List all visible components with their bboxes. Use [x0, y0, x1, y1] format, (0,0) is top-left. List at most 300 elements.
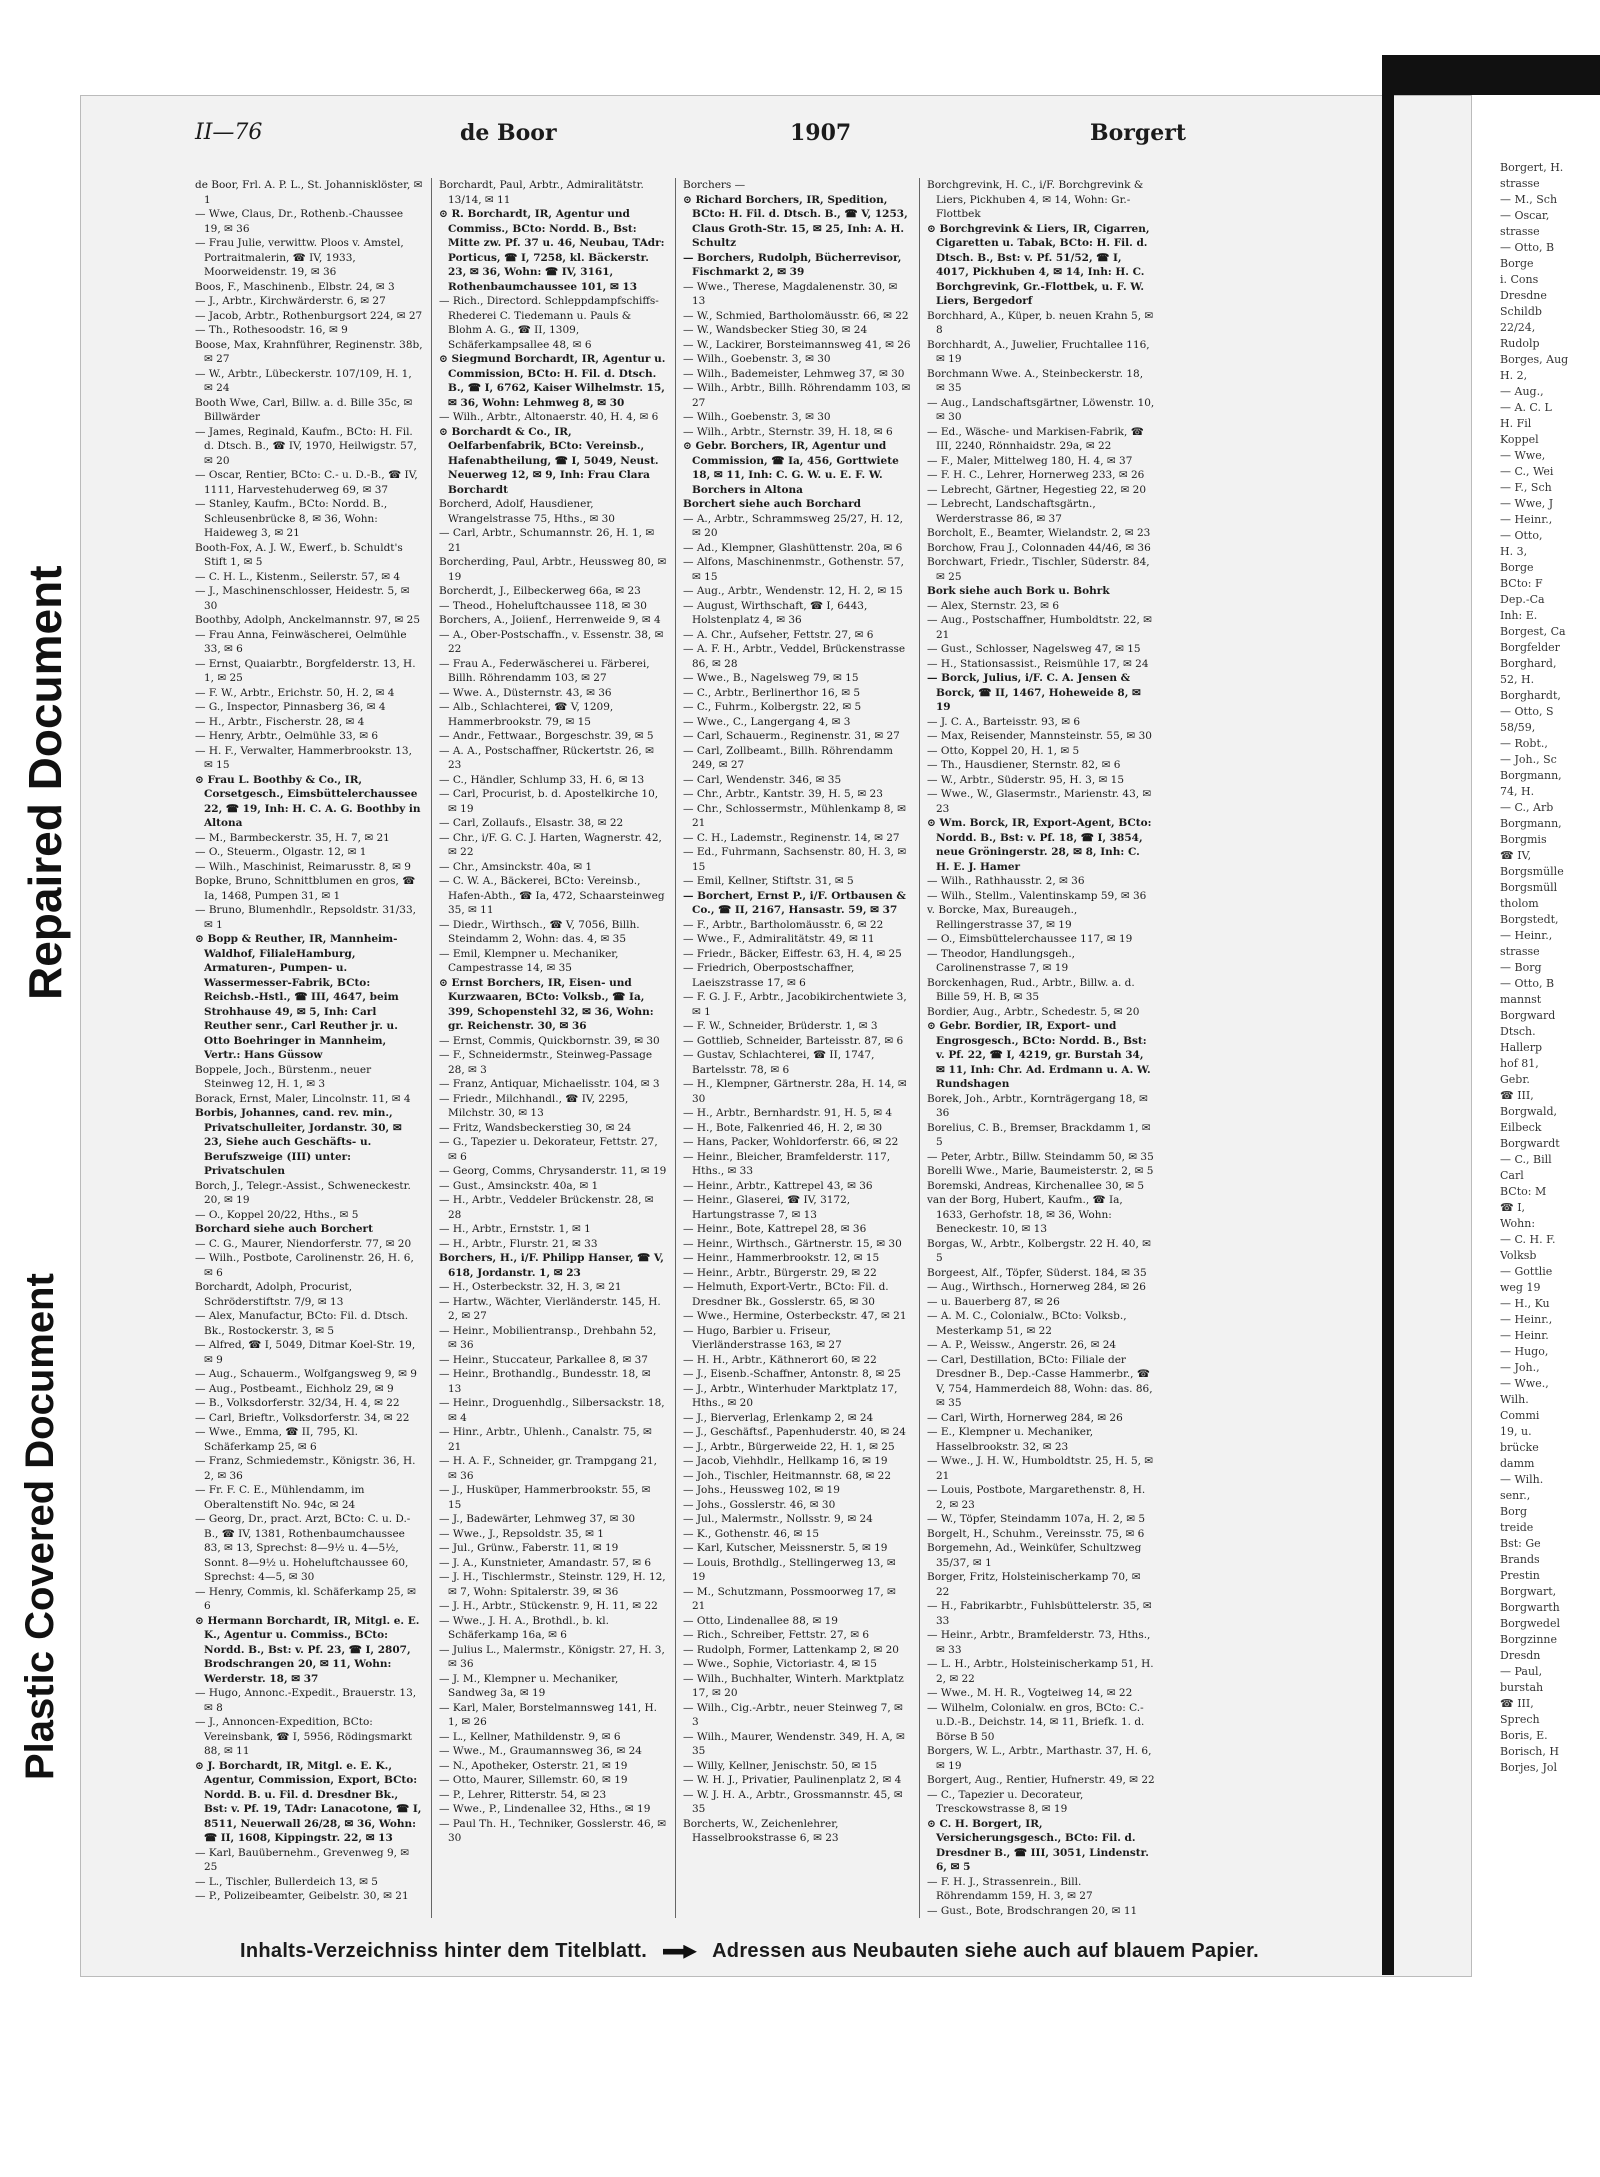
directory-entry: — H., Bote, Falkenried 46, H. 2, ✉ 30	[683, 1121, 883, 1134]
directory-entry: — O., Eimsbüttelerchaussee 117, ✉ 19	[927, 933, 1133, 945]
directory-entry: — Louis, Postbote, Margarethenstr. 8, H. 2, ✉ 23	[927, 1484, 1146, 1511]
directory-entry: — Th., Rothesoodstr. 16, ✉ 9	[195, 324, 348, 336]
directory-entry: — Friedr., Milchhandl., ☎ IV, 2295, Milchstr. 30, ✉ 13	[439, 1092, 629, 1119]
directory-entry: — Jacob, Viehhdlr., Hellkamp 16, ✉ 19	[683, 1455, 888, 1467]
directory-entry: — Aug., Wirthsch., Hornerweg 284, ✉ 26	[927, 1281, 1146, 1293]
directory-entry: — C. H. L., Kistenm., Seilerstr. 57, ✉ 4	[195, 570, 401, 583]
directory-entry: v. Borcke, Max, Bureaugeh., Rellingerstrasse 37, ✉ 19	[927, 904, 1078, 931]
directory-entry: — Wwe., Emma, ☎ II, 795, Kl. Schäferkamp 25, ✉ 6	[195, 1426, 359, 1453]
neighbor-line: — Heinr.	[1500, 1329, 1549, 1342]
neighbor-line: mannst	[1500, 993, 1542, 1006]
neighbor-line: Borgwedel	[1500, 1617, 1561, 1630]
directory-entry: Borchers —	[683, 179, 746, 191]
neighbor-line: — C., Wei	[1500, 465, 1554, 478]
neighbor-line: — Otto, B	[1500, 241, 1555, 254]
directory-entry: Boose, Max, Krahnführer, Reginenstr. 38b, ✉ 27	[195, 338, 423, 365]
directory-entry: — W., Töpfer, Steindamm 107a, H. 2, ✉ 5	[927, 1513, 1146, 1525]
directory-entry: — Th., Hausdiener, Sternstr. 82, ✉ 6	[927, 759, 1121, 771]
directory-entry: Borchmann Wwe. A., Steinbeckerstr. 18, ✉ 35	[927, 367, 1144, 394]
neighbor-line: Borgstedt,	[1500, 913, 1559, 926]
column-divider	[675, 178, 676, 1918]
directory-entry: — J., Badewärter, Lehmweg 37, ✉ 30	[439, 1513, 636, 1525]
neighbor-line: — C. H. F.	[1500, 1233, 1556, 1246]
neighbor-line: Borgmann,	[1500, 817, 1562, 830]
directory-entry: — F., Maler, Mittelweg 180, H. 4, ✉ 37	[927, 454, 1133, 467]
directory-entry: — Heinr., Droguenhdlg., Silbersackstr. 18, ✉ 4	[439, 1397, 665, 1424]
directory-entry: — E., Klempner u. Mechaniker, Hasselbrookstr. 32, ✉ 23	[927, 1426, 1094, 1453]
directory-entry: Borbis, Johannes, cand. rev. min., Privatschulleiter, Jordanstr. 30, ✉ 23, Siehe auch Geschäfts- u. Berufszweige (III) unter: Privatschulen	[195, 1107, 402, 1177]
neighbor-line: Borgwardt	[1500, 1137, 1560, 1150]
neighbor-line: ☎ IV,	[1500, 849, 1532, 862]
neighbor-line: — Hugo,	[1500, 1345, 1549, 1358]
directory-entry: — F. H. J., Strassenrein., Bill. Röhrendamm 159, H. 3, ✉ 27	[927, 1875, 1093, 1902]
side-banner	[0, 0, 71, 2177]
directory-entry: — Heinr., Arbtr., Kattrepel 43, ✉ 36	[683, 1179, 873, 1192]
directory-entry: Borcherding, Paul, Arbtr., Heussweg 80, ✉ 19	[439, 556, 667, 583]
directory-entry: ⊙ Siegmund Borchardt, IR, Agentur u. Commission, BCto: H. Fil. d. Dtsch. B., ☎ I, 6762, Kaiser Wilhelmstr. 15, ✉ 36, Wohn: Lehmweg 8, ✉ 30	[439, 353, 666, 409]
directory-entry: Bork siehe auch Bork u. Bohrk	[927, 585, 1110, 597]
directory-entry: — Stanley, Kaufm., BCto: Nordd. B., Schleusenbrücke 8, ✉ 36, Wohn: Haideweg 3, ✉ 21	[195, 498, 388, 539]
directory-entry: Borgers, W. L., Arbtr., Marthastr. 37, H. 6, ✉ 19	[927, 1745, 1152, 1772]
directory-entry: — Wwe. A., Düsternstr. 43, ✉ 36	[439, 686, 612, 699]
neighbor-line: — Wilh.	[1500, 1473, 1544, 1486]
directory-entry: — Peter, Arbtr., Billw. Steindamm 50, ✉ 35	[927, 1150, 1154, 1163]
neighbor-line: — Paul,	[1500, 1665, 1543, 1678]
directory-entry: Borchhard, A., Küper, b. neuen Krahn 5, ✉ 8	[927, 309, 1154, 336]
directory-entry: — Aug., Postbeamt., Eichholz 29, ✉ 9	[195, 1382, 394, 1395]
directory-entry: — Diedr., Wirthsch., ☎ V, 7056, Billh. Steindamm 2, Wohn: das. 4, ✉ 35	[439, 918, 640, 945]
directory-entry: ⊙ R. Borchardt, IR, Agentur und Commiss., BCto: Nordd. B., Bst: Mitte zw. Pf. 37 u. 46, Neubau, TAdr: Porticus, ☎ I, 7258, kl. Bäckerstr. 23, ✉ 36, Wohn: ☎ IV, 3161, Rothenbaumchaussee 101, ✉ 13	[439, 208, 665, 293]
neighbor-line: — Heinr.,	[1500, 1313, 1553, 1326]
neighbor-line: ☎ III,	[1500, 1697, 1534, 1710]
column-3	[683, 178, 911, 1918]
directory-entry: — Henry, Commis, kl. Schäferkamp 25, ✉ 6	[195, 1585, 416, 1612]
directory-entry: — Wwe., M. H. R., Vogteiweg 14, ✉ 22	[927, 1687, 1133, 1699]
directory-entry: — L. H., Arbtr., Holsteinischerkamp 51, H. 2, ✉ 22	[927, 1658, 1154, 1685]
directory-entry: — H., Klempner, Gärtnerstr. 28a, H. 14, ✉ 30	[683, 1078, 907, 1105]
directory-entry: — W., Schmied, Bartholomäusstr. 66, ✉ 22	[683, 309, 909, 322]
directory-entry: Borchwart, Friedr., Tischler, Süderstr. 84, ✉ 25	[927, 556, 1150, 583]
neighbor-line: tholom	[1500, 897, 1539, 910]
directory-entry: — H., Arbtr., Fischerstr. 28, ✉ 4	[195, 715, 365, 728]
neighbor-line: — Otto, B	[1500, 977, 1555, 990]
directory-entry: — Franz, Schmiedemstr., Königstr. 36, H. 2, ✉ 36	[195, 1455, 416, 1482]
neighbor-line: strasse	[1500, 945, 1540, 958]
directory-entry: — J. A., Kunstnieter, Amandastr. 57, ✉ 6	[439, 1556, 652, 1569]
directory-entry: Bopke, Bruno, Schnittblumen en gros, ☎ Ia, 1468, Pumpen 31, ✉ 1	[195, 875, 416, 902]
directory-entry: ⊙ Borchgrevink & Liers, IR, Cigarren, Cigaretten u. Tabak, BCto: H. Fil. d. Dtsch. B., Bst: v. Pf. 51/52, ☎ I, 4017, Pickhuben 4, ✉ 14, Inh: H. C. Borchgrevink, Gr.-Flottbek, u. F. W. Liers, Bergedorf	[927, 222, 1150, 307]
directory-entry: — Theodor, Handlungsgeh., Carolinenstrasse 7, ✉ 19	[927, 947, 1075, 974]
directory-entry: Boos, F., Maschinenb., Elbstr. 24, ✉ 3	[195, 280, 395, 293]
directory-entry: — Andr., Fettwaar., Borgeschstr. 39, ✉ 5	[439, 730, 654, 742]
neighbor-line: 74, H.	[1500, 785, 1535, 798]
directory-entry: — M., Barmbeckerstr. 35, H. 7, ✉ 21	[195, 831, 390, 844]
directory-entry: — Ed., Fuhrmann, Sachsenstr. 80, H. 3, ✉ 15	[683, 846, 907, 873]
directory-entry: — Wilh., Arbtr., Altonaerstr. 40, H. 4, ✉ 6	[439, 411, 659, 423]
directory-entry: — Hugo, Annonc.-Expedit., Brauerstr. 13, ✉ 8	[195, 1687, 417, 1714]
directory-entry: — Carl, Destillation, BCto: Filiale der Dresdner B., Dep.-Casse Hammerbr., ☎ V, 754, Hammerdeich 88, Wohn: das. 86, ✉ 35	[927, 1353, 1153, 1409]
directory-entry: Boppele, Joch., Bürstenm., neuer Steinweg 12, H. 1, ✉ 3	[195, 1063, 372, 1090]
directory-entry: ⊙ Richard Borchers, IR, Spedition, BCto: H. Fil. d. Dtsch. B., ☎ V, 1253, Claus Groth-Str. 15, ✉ 25, Inh: A. H. Schultz	[683, 193, 908, 249]
directory-entry: Borchgrevink, H. C., i/F. Borchgrevink & Liers, Pickhuben 4, ✉ 14, Wohn: Gr.-Flottbek	[927, 179, 1144, 220]
directory-entry: — F. W., Schneider, Brüderstr. 1, ✉ 3	[683, 1020, 878, 1032]
neighbor-line: Dep.-Ca	[1500, 593, 1545, 606]
neighbor-line: Eilbeck	[1500, 1121, 1542, 1134]
directory-entry: — Wwe, Claus, Dr., Rothenb.-Chaussee 19, ✉ 36	[195, 208, 404, 235]
directory-entry: — Wwe., Sophie, Victoriastr. 4, ✉ 15	[683, 1658, 877, 1670]
directory-entry: — Johs., Gosslerstr. 46, ✉ 30	[683, 1498, 836, 1511]
directory-entry: — Heinr., Wirthsch., Gärtnerstr. 15, ✉ 30	[683, 1237, 902, 1250]
directory-entry: — G., Inspector, Pinnasberg 36, ✉ 4	[195, 701, 386, 713]
directory-entry: — Wwe., C., Langergang 4, ✉ 3	[683, 715, 851, 728]
neighbor-line: Borgest, Ca	[1500, 625, 1566, 638]
directory-entry: — F. W., Arbtr., Erichstr. 50, H. 2, ✉ 4	[195, 686, 395, 699]
directory-entry: — J., Husküper, Hammerbrookstr. 55, ✉ 15	[439, 1484, 651, 1511]
neighbor-line: — H., Ku	[1500, 1297, 1550, 1310]
directory-entry: — H., Arbtr., Bernhardstr. 91, H. 5, ✉ 4	[683, 1107, 893, 1119]
directory-entry: — Carl, Wendenstr. 346, ✉ 35	[683, 773, 842, 786]
directory-entry: — Borchert, Ernst P., i/F. Ortbausen & Co., ☎ II, 2167, Hansastr. 59, ✉ 37	[683, 889, 906, 916]
directory-entry: — H. H., Arbtr., Käthnerort 60, ✉ 22	[683, 1353, 877, 1366]
directory-entry: — Fr. F. C. E., Mühlendamm, im Oberaltenstift No. 94c, ✉ 24	[195, 1484, 365, 1511]
directory-entry: — Alex, Manufactur, BCto: Fil. d. Dtsch. Bk., Rostockerstr. 3, ✉ 5	[195, 1310, 409, 1337]
neighbor-line: — C., Arb	[1500, 801, 1554, 814]
neighbor-line: Koppel	[1500, 433, 1539, 446]
directory-entry: — H. A. F., Schneider, gr. Trampgang 21, ✉ 36	[439, 1455, 657, 1482]
directory-entry: — Borck, Julius, i/F. C. A. Jensen & Borck, ☎ II, 1467, Hoheweide 8, ✉ 19	[927, 672, 1141, 713]
directory-entry: — Helmuth, Export-Vertr., BCto: Fil. d. Dresdner Bk., Gosslerstr. 65, ✉ 30	[683, 1281, 889, 1308]
directory-entry: — Wwe., B., Nagelsweg 79, ✉ 15	[683, 672, 859, 684]
directory-entry: — Willy, Kellner, Jenischstr. 50, ✉ 15	[683, 1759, 877, 1772]
neighbor-line: Borghard,	[1500, 657, 1557, 670]
neighbor-line: Bst: Ge	[1500, 1537, 1541, 1550]
directory-entry: — W., Lackirer, Borsteimannsweg 41, ✉ 26	[683, 338, 911, 351]
directory-entry: — Karl, Kutscher, Meissnerstr. 5, ✉ 19	[683, 1542, 888, 1554]
neighbor-line: Borgsmülle	[1500, 865, 1564, 878]
directory-entry: Borger, Fritz, Holsteinischerkamp 70, ✉ 22	[927, 1571, 1141, 1598]
directory-entry: — Wilh., Buchhalter, Winterh. Marktplatz 17, ✉ 20	[683, 1672, 904, 1699]
directory-entry: ⊙ Hermann Borchardt, IR, Mitgl. e. E. K., Agentur u. Commiss., BCto: Nordd. B., Bst: v. Pf. 23, ☎ I, 2807, Brodschrangen 20, ✉ 11, Wohn: Werderstr. 18, ✉ 37	[195, 1614, 420, 1685]
directory-entry: — Wilh., Bademeister, Lehmweg 37, ✉ 30	[683, 367, 905, 380]
directory-entry: — A., Arbtr., Schrammsweg 25/27, H. 12, ✉ 20	[683, 512, 903, 539]
neighbor-line: — M., Sch	[1500, 193, 1558, 206]
directory-entry: — Georg, Dr., pract. Arzt, BCto: C. u. D.-B., ☎ IV, 1381, Rothenbaumchaussee 83, ✉ 13, Sprechst: 8—9½ u. 4—5½, Sonnt. 8—9½ u. Hoheluftchaussee 60, Sprechst: 4—5, ✉ 30	[195, 1513, 411, 1583]
neighbor-line: — Otto,	[1500, 529, 1543, 542]
directory-entry: — Hugo, Barbier u. Friseur, Vierländerstrasse 163, ✉ 27	[683, 1324, 842, 1351]
directory-entry: — Wwe., P., Lindenallee 32, Hths., ✉ 19	[439, 1803, 651, 1815]
directory-entry: — August, Wirthschaft, ☎ I, 6443, Holstenplatz 4, ✉ 36	[683, 599, 868, 626]
directory-entry: — J., Arbtr., Bürgerweide 22, H. 1, ✉ 25	[683, 1440, 895, 1453]
directory-entry: — Wilh., Goebenstr. 3, ✉ 30	[683, 353, 831, 365]
directory-entry: — Otto, Maurer, Sillemstr. 60, ✉ 19	[439, 1774, 628, 1786]
directory-entry: Borack, Ernst, Maler, Lincolnstr. 11, ✉ 4	[195, 1092, 411, 1105]
neighbor-line: Borgert, H.	[1500, 161, 1564, 174]
directory-entry: Borcherdt, J., Eilbeckerweg 66a, ✉ 23	[439, 585, 641, 597]
directory-entry: — Carl, Arbtr., Schumannstr. 26, H. 1, ✉ 21	[439, 527, 655, 554]
directory-columns	[195, 178, 1385, 1918]
directory-entry: — J., Bierverlag, Erlenkamp 2, ✉ 24	[683, 1411, 874, 1424]
directory-entry: — Franz, Antiquar, Michaelisstr. 104, ✉ 3	[439, 1078, 660, 1090]
directory-entry: — Hinr., Arbtr., Uhlenh., Canalstr. 75, ✉ 21	[439, 1426, 652, 1453]
neighbor-line: — Robt.,	[1500, 737, 1548, 750]
neighbor-line: H. 2,	[1500, 369, 1528, 382]
neighbor-line: BCto: M	[1500, 1185, 1547, 1198]
directory-entry: — N., Apotheker, Osterstr. 21, ✉ 19	[439, 1759, 628, 1772]
neighbor-line: Rudolp	[1500, 337, 1540, 350]
directory-entry: ⊙ Frau L. Boothby & Co., IR, Corsetgesch., Eimsbüttelerchaussee 22, ☎ 19, Inh: H. C. A. G. Boothby in Altona	[195, 773, 421, 829]
neighbor-line: Borg	[1500, 1505, 1528, 1518]
directory-entry: — Alb., Schlachterei, ☎ V, 1209, Hammerbrookstr. 79, ✉ 15	[439, 701, 614, 728]
neighbor-line: Inh: E.	[1500, 609, 1538, 622]
directory-entry: — Rich., Schreiber, Fettstr. 27, ✉ 6	[683, 1629, 870, 1641]
neighbor-line: 22/24,	[1500, 321, 1536, 334]
directory-entry: — Heinr., Bleicher, Bramfelderstr. 117, Hths., ✉ 33	[683, 1150, 891, 1177]
directory-entry: — Wilh., Maurer, Wendenstr. 349, H. A, ✉ 35	[683, 1730, 905, 1757]
neighbor-line: Dresdn	[1500, 1649, 1541, 1662]
directory-entry: — Emil, Klempner u. Mechaniker, Campestrasse 14, ✉ 35	[439, 947, 619, 974]
directory-entry: — G., Tapezier u. Dekorateur, Fettstr. 27, ✉ 6	[439, 1136, 658, 1163]
neighbor-line: Dresdne	[1500, 289, 1547, 302]
directory-entry: Borch, J., Telegr.-Assist., Schweneckestr. 20, ✉ 19	[195, 1179, 411, 1206]
directory-entry: — Wilh., Postbote, Carolinenstr. 26, H. 6, ✉ 6	[195, 1252, 414, 1279]
neighbor-line: Brands	[1500, 1553, 1540, 1566]
directory-entry: — Wwe., J., Repsoldstr. 35, ✉ 1	[439, 1527, 604, 1540]
neighbor-line: hof 81,	[1500, 1057, 1539, 1070]
neighbor-page-edge	[1500, 160, 1600, 1920]
directory-entry: — Wwe., J. H. A., Brothdl., b. kl. Schäferkamp 16a, ✉ 6	[439, 1614, 609, 1641]
directory-entry: — F. H. C., Lehrer, Hornerweg 233, ✉ 26	[927, 469, 1145, 481]
neighbor-line: Carl	[1500, 1169, 1524, 1182]
directory-entry: — Carl, Wirth, Hornerweg 284, ✉ 26	[927, 1411, 1123, 1424]
directory-entry: — Rich., Directord. Schleppdampfschiffs-Rhederei C. Tiedemann u. Pauls & Blohm A. G., ☎ II, 1309, Schäferkampsallee 48, ✉ 6	[439, 295, 659, 351]
directory-entry: — Friedr., Bäcker, Eiffestr. 63, H. 4, ✉ 25	[683, 947, 902, 960]
directory-entry: — Wilh., Goebenstr. 3, ✉ 30	[683, 411, 831, 423]
directory-entry: — Wwe., M., Graumannsweg 36, ✉ 24	[439, 1745, 642, 1757]
directory-entry: — Wwe., Therese, Magdalenenstr. 30, ✉ 13	[683, 280, 898, 307]
directory-entry: ⊙ Gebr. Borchers, IR, Agentur und Commission, ☎ Ia, 456, Gorttwiete 18, ✉ 11, Inh: C. G. W. u. E. F. W. Borchers in Altona	[683, 440, 899, 496]
directory-entry: — C., Arbtr., Berlinerthor 16, ✉ 5	[683, 686, 861, 699]
neighbor-line: Borgzinne	[1500, 1633, 1557, 1646]
directory-entry: — C. G., Maurer, Niendorferstr. 77, ✉ 20	[195, 1237, 412, 1250]
directory-entry: — Wilhelm, Colonialw. en gros, BCto: C.-u.D.-B., Deichstr. 14, ✉ 11, Briefk. 1. d. Börse B 50	[927, 1701, 1145, 1743]
neighbor-line: — Gottlie	[1500, 1265, 1553, 1278]
directory-entry: de Boor, Frl. A. P. L., St. Johannisklöster, ✉ 1	[195, 179, 423, 206]
directory-entry: — J., Geschäftsf., Papenhuderstr. 40, ✉ 24	[683, 1426, 906, 1438]
directory-entry: — P., Polizeibeamter, Geibelstr. 30, ✉ 21	[195, 1890, 409, 1902]
directory-entry: Borgemehn, Ad., Weinküfer, Schultzweg 35/37, ✉ 1	[927, 1542, 1142, 1569]
directory-entry: — Carl, Zollbeamt., Billh. Röhrendamm 249, ✉ 27	[683, 744, 894, 771]
directory-entry: — H., Fabrikarbtr., Fuhlsbüttelerstr. 35, ✉ 33	[927, 1600, 1152, 1627]
directory-entry: — W., Arbtr., Süderstr. 95, H. 3, ✉ 15	[927, 773, 1125, 786]
directory-entry: — Gust., Bote, Brodschrangen 20, ✉ 11	[927, 1904, 1138, 1917]
neighbor-line: — Heinr.,	[1500, 513, 1553, 526]
neighbor-line: — Borg	[1500, 961, 1542, 974]
directory-entry: — Frau Julie, verwittw. Ploos v. Amstel, Portraitmalerin, ☎ IV, 1933, Moorweidenstr. 19, ✉ 36	[195, 237, 404, 278]
column-4	[927, 178, 1155, 1918]
directory-entry: — A. Chr., Aufseher, Fettstr. 27, ✉ 6	[683, 628, 874, 641]
neighbor-line: Wilh.	[1500, 1393, 1529, 1406]
directory-entry: — Alfons, Maschinenmstr., Gothenstr. 57, ✉ 15	[683, 556, 904, 583]
neighbor-line: Borgwarth	[1500, 1601, 1560, 1614]
directory-entry: — Ernst, Quaiarbtr., Borgfelderstr. 13, H. 1, ✉ 25	[195, 657, 416, 684]
directory-entry: — Carl, Zollaufs., Elsastr. 38, ✉ 22	[439, 817, 624, 829]
directory-entry: — J. H., Arbtr., Stückenstr. 9, H. 11, ✉ 22	[439, 1600, 658, 1612]
column-1	[195, 178, 423, 1918]
directory-entry: — W., Wandsbecker Stieg 30, ✉ 24	[683, 324, 868, 336]
neighbor-line: 58/59,	[1500, 721, 1536, 734]
neighbor-line: H. Fil	[1500, 417, 1532, 430]
directory-entry: — James, Reginald, Kaufm., BCto: H. Fil. d. Dtsch. B., ☎ IV, 1970, Heilwigstr. 57, ✉ 20	[195, 425, 417, 467]
directory-entry: — Borchers, Rudolph, Bücherrevisor, Fischmarkt 2, ✉ 39	[683, 251, 902, 278]
directory-entry: — Frau Anna, Feinwäscherei, Oelmühle 33, ✉ 6	[195, 628, 407, 655]
directory-entry: ⊙ Borchardt & Co., IR, Oelfarbenfabrik, BCto: Vereinsb., Hafenabtheilung, ☎ I, 5049, Neust. Neuerweg 12, ✉ 9, Inh: Frau Clara Borchardt	[439, 425, 659, 496]
neighbor-line: Gebr.	[1500, 1073, 1530, 1086]
directory-entry: — Carl, Procurist, b. d. Apostelkirche 10, ✉ 19	[439, 788, 659, 815]
directory-entry: — F. G. J. F., Arbtr., Jacobikirchentwiete 3, ✉ 1	[683, 991, 907, 1018]
directory-entry: — Heinr., Arbtr., Bramfelderstr. 73, Hths., ✉ 33	[927, 1629, 1151, 1656]
directory-entry: — F., Arbtr., Bartholomäusstr. 6, ✉ 22	[683, 918, 884, 931]
directory-entry: — Gottlieb, Schneider, Barteisstr. 87, ✉ 6	[683, 1034, 904, 1047]
neighbor-line: — Joh.,	[1500, 1361, 1540, 1374]
directory-entry: Borcherts, W., Zeichenlehrer, Hasselbrookstrasse 6, ✉ 23	[683, 1817, 839, 1844]
directory-entry: — J. M., Klempner u. Mechaniker, Sandweg 3a, ✉ 19	[439, 1672, 619, 1699]
directory-entry: — H. F., Verwalter, Hammerbrookstr. 13, ✉ 15	[195, 744, 412, 771]
directory-entry: — J., Arbtr., Kirchwärderstr. 6, ✉ 27	[195, 295, 386, 307]
directory-entry: — Georg, Comms, Chrysanderstr. 11, ✉ 19	[439, 1165, 667, 1177]
neighbor-line: brücke	[1500, 1441, 1539, 1454]
neighbor-line: Prestin	[1500, 1569, 1540, 1582]
directory-entry: Borchers, A., Joiienf., Herrenweide 9, ✉ 4	[439, 614, 661, 626]
directory-entry: — H., Arbtr., Flurstr. 21, ✉ 33	[439, 1237, 598, 1250]
column-divider	[919, 178, 920, 1918]
directory-entry: Borgas, W., Arbtr., Kolbergstr. 22 H. 40, ✉ 5	[927, 1237, 1151, 1264]
neighbor-line: — A. C. L	[1500, 401, 1552, 414]
directory-entry: — Aug., Landschaftsgärtner, Löwenstr. 10, ✉ 30	[927, 396, 1155, 423]
directory-entry: — M., Schutzmann, Possmoorweg 17, ✉ 21	[683, 1585, 896, 1612]
footer-new-buildings-note: Adressen aus Neubauten siehe auch auf blauem Papier.	[712, 1940, 1259, 1962]
neighbor-line: — Otto, S	[1500, 705, 1554, 718]
neighbor-line: Sprech	[1500, 1713, 1540, 1726]
directory-entry: — J., Maschinenschlosser, Heidestr. 5, ✉ 30	[195, 585, 410, 612]
directory-entry: ⊙ C. H. Borgert, IR, Versicherungsgesch., BCto: Fil. d. Dresdner B., ☎ III, 3051, Lindenstr. 6, ✉ 5	[927, 1817, 1149, 1873]
neighbor-line: Boris, E.	[1500, 1729, 1548, 1742]
directory-entry: — Frau A., Federwäscherei u. Färberei, Billh. Röhrendamm 103, ✉ 27	[439, 657, 650, 684]
page-number: II—76	[195, 120, 263, 145]
neighbor-line: BCto: F	[1500, 577, 1543, 590]
directory-entry: — Wilh., Arbtr., Billh. Röhrendamm 103, ✉ 27	[683, 382, 911, 409]
neighbor-line: — F., Sch	[1500, 481, 1552, 494]
neighbor-line: Borgwald,	[1500, 1105, 1558, 1118]
neighbor-line: Borgfelder	[1500, 641, 1560, 654]
directory-entry: — Ed., Wäsche- und Markisen-Fabrik, ☎ III, 2240, Rönnhaidstr. 29a, ✉ 22	[927, 425, 1144, 452]
directory-entry: — Alfred, ☎ I, 5049, Ditmar Koel-Str. 19, ✉ 9	[195, 1339, 416, 1366]
neighbor-line: — Wwe.,	[1500, 1377, 1549, 1390]
directory-entry: — Carl, Brieftr., Volksdorferstr. 34, ✉ 22	[195, 1411, 410, 1424]
neighbor-line: Borge	[1500, 257, 1534, 270]
directory-entry: — Friedrich, Oberpostschaffner, Laeiszstrasse 17, ✉ 6	[683, 962, 855, 989]
directory-entry: — H., Osterbeckstr. 32, H. 3, ✉ 21	[439, 1281, 622, 1293]
neighbor-line: Borgward	[1500, 1009, 1556, 1022]
directory-entry: — O., Steuerm., Olgastr. 12, ✉ 1	[195, 846, 367, 858]
directory-entry: Booth-Fox, A. J. W., Ewerf., b. Schuldt's Stift 1, ✉ 5	[195, 541, 403, 568]
directory-entry: — W., Arbtr., Lübeckerstr. 107/109, H. 1, ✉ 24	[195, 367, 412, 394]
directory-entry: — Gust., Schlosser, Nagelsweg 47, ✉ 15	[927, 643, 1141, 655]
neighbor-line: Wohn:	[1500, 1217, 1536, 1230]
directory-entry: — Wilh., Stellm., Valentinskamp 59, ✉ 36	[927, 889, 1147, 902]
directory-entry: Borcherd, Adolf, Hausdiener, Wrangelstrasse 75, Hths., ✉ 30	[439, 498, 615, 525]
neighbor-line: Borgwart,	[1500, 1585, 1557, 1598]
directory-entry: van der Borg, Hubert, Kaufm., ☎ Ia, 1633, Gerhofstr. 18, ✉ 36, Wohn: Beneckestr. 10, ✉ 13	[927, 1194, 1123, 1235]
neighbor-line: Borges, Aug	[1500, 353, 1569, 366]
directory-entry: — Karl, Maler, Borstelmannsweg 141, H. 1, ✉ 26	[439, 1701, 657, 1728]
directory-entry: — K., Gothenstr. 46, ✉ 15	[683, 1527, 820, 1540]
directory-entry: — W. J. H. A., Arbtr., Grossmannstr. 45, ✉ 35	[683, 1788, 903, 1815]
header-name-right: Borgert	[1090, 120, 1186, 146]
directory-entry: — Otto, Lindenallee 88, ✉ 19	[683, 1614, 838, 1627]
directory-entry: — B., Volksdorferstr. 32/34, H. 4, ✉ 22	[195, 1397, 400, 1409]
directory-entry: — C. W. A., Bäckerei, BCto: Vereinsb., Hafen-Abth., ☎ Ia, 472, Schaarsteinweg 35, ✉ 11	[439, 875, 665, 916]
neighbor-line: H. 3,	[1500, 545, 1528, 558]
column-2	[439, 178, 667, 1918]
directory-entry: Borgeest, Alf., Töpfer, Süderst. 184, ✉ 35	[927, 1266, 1147, 1279]
directory-entry: — A. P., Weissw., Angerstr. 26, ✉ 24	[927, 1339, 1117, 1351]
neighbor-line: treide	[1500, 1521, 1534, 1534]
directory-entry: — Aug., Arbtr., Wendenstr. 12, H. 2, ✉ 15	[683, 585, 903, 597]
directory-entry: — L., Tischler, Bullerdeich 13, ✉ 5	[195, 1875, 378, 1888]
directory-entry: — J. H., Tischlermstr., Steinstr. 129, H. 12, ✉ 7, Wohn: Spitalerstr. 39, ✉ 36	[439, 1571, 666, 1598]
directory-entry: — Otto, Koppel 20, H. 1, ✉ 5	[927, 744, 1080, 757]
directory-entry: — Carl, Schauerm., Reginenstr. 31, ✉ 27	[683, 730, 900, 742]
directory-entry: Borchers, H., i/F. Philipp Hanser, ☎ V, 618, Jordanstr. 1, ✉ 23	[439, 1252, 664, 1279]
directory-entry: — Henry, Arbtr., Oelmühle 33, ✉ 6	[195, 730, 379, 742]
directory-entry: — Wilh., Cig.-Arbtr., neuer Steinweg 7, ✉ 3	[683, 1701, 903, 1728]
directory-entry: — Heinr., Arbtr., Bürgerstr. 29, ✉ 22	[683, 1266, 877, 1279]
directory-entry: — H., Stationsassist., Reismühle 17, ✉ 24	[927, 657, 1149, 670]
directory-entry: — Lebrecht, Gärtner, Hegestieg 22, ✉ 20	[927, 483, 1146, 496]
directory-entry: — Jul., Malermstr., Nollsstr. 9, ✉ 24	[683, 1513, 873, 1525]
directory-entry: — Lebrecht, Landschaftsgärtn., Werderstrasse 86, ✉ 37	[927, 498, 1096, 525]
directory-entry: — J., Arbtr., Winterhuder Marktplatz 17, Hths., ✉ 20	[683, 1382, 898, 1409]
directory-entry: — Ad., Klempner, Glashüttenstr. 20a, ✉ 6	[683, 541, 903, 554]
neighbor-line: Hallerp	[1500, 1041, 1542, 1054]
directory-entry: Borgert, Aug., Rentier, Hufnerstr. 49, ✉ 22	[927, 1774, 1155, 1786]
directory-entry: ⊙ Wm. Borck, IR, Export-Agent, BCto: Nordd. B., Bst: v. Pf. 18, ☎ I, 3854, neue Gröningerstr. 28, ✉ 8, Inh: C. H. E. J. Hamer	[927, 817, 1152, 873]
neighbor-line: — Wwe,	[1500, 449, 1546, 462]
directory-entry: — Max, Reisender, Mannsteinstr. 55, ✉ 30	[927, 730, 1152, 742]
neighbor-line: Borghardt,	[1500, 689, 1561, 702]
directory-entry: Bordier, Aug., Arbtr., Schedestr. 5, ✉ 20	[927, 1005, 1140, 1018]
directory-entry: — Heinr., Brothandlg., Bundesstr. 18, ✉ 13	[439, 1368, 651, 1395]
directory-entry: — u. Bauerberg 87, ✉ 26	[927, 1295, 1060, 1308]
directory-entry: — Gustav, Schlachterei, ☎ II, 1747, Bartelsstr. 78, ✉ 6	[683, 1049, 875, 1076]
directory-entry: — Alex, Sternstr. 23, ✉ 6	[927, 599, 1059, 612]
neighbor-line: Borisch, H	[1500, 1745, 1559, 1758]
directory-entry: — Heinr., Mobilientransp., Drehbahn 52, ✉ 36	[439, 1324, 657, 1351]
directory-entry: — C., Tapezier u. Decorateur, Tresckowstrasse 8, ✉ 19	[927, 1788, 1084, 1815]
neighbor-line: — C., Bill	[1500, 1153, 1552, 1166]
directory-entry: Boremski, Andreas, Kirchenallee 30, ✉ 5	[927, 1179, 1145, 1192]
directory-entry: Borcholt, E., Beamter, Wielandstr. 2, ✉ 23	[927, 527, 1151, 539]
directory-entry: Borchardt, Adolph, Procurist, Schröderstiftstr. 7/9, ✉ 13	[195, 1281, 353, 1308]
directory-entry: — Joh., Tischler, Heitmannstr. 68, ✉ 22	[683, 1469, 892, 1482]
directory-entry: — Aug., Postschaffner, Humboldtstr. 22, ✉ 21	[927, 614, 1152, 641]
directory-entry: — Oscar, Rentier, BCto: C.- u. D.-B., ☎ IV, 1111, Harvestehuderweg 69, ✉ 37	[195, 469, 418, 496]
neighbor-line: i. Cons	[1500, 273, 1539, 286]
neighbor-line: ☎ III,	[1500, 1089, 1534, 1102]
directory-entry: — Karl, Bauübernehm., Grevenweg 9, ✉ 25	[195, 1846, 410, 1873]
directory-entry: Borckenhagen, Rud., Arbtr., Billw. a. d. Bille 59, H. B, ✉ 35	[927, 976, 1135, 1003]
directory-entry: — Jul., Grünw., Faberstr. 11, ✉ 19	[439, 1542, 619, 1554]
